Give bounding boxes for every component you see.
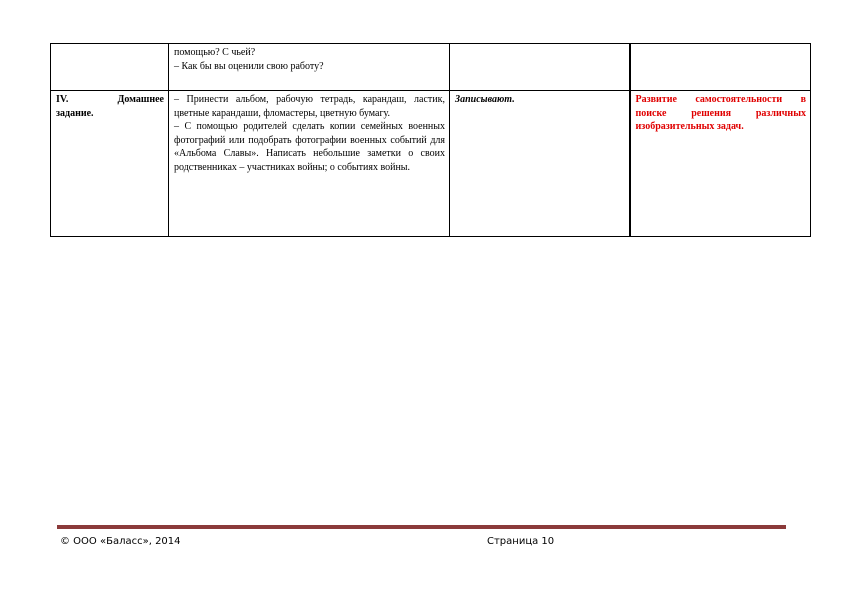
lesson-table: [50, 43, 811, 237]
activity-line: – Как бы вы оценили свою работу?: [174, 60, 324, 72]
table-row: [51, 91, 811, 237]
homework-paragraph: – Принести альбом, рабочую тетрадь, карандаш, ластик, цветные карандаши, фломастеры, цветную бумагу.: [174, 94, 445, 119]
footer-page-number: Страница 10: [487, 536, 555, 547]
teacher-activity-cell: [169, 44, 450, 91]
footer-copyright: © ООО «Баласс», 2014: [60, 536, 181, 547]
footer-divider: [57, 525, 786, 529]
goal-cell: [630, 91, 811, 237]
stage-title-line: IV. Домашнее: [56, 94, 164, 105]
goal-text: Развитие самостоятельности в поиске решения различных изобразительных задач.: [635, 94, 806, 132]
stage-title-line: задание.: [56, 107, 94, 119]
table-row: [51, 44, 811, 91]
teacher-activity-cell: [169, 91, 450, 237]
homework-paragraph: – С помощью родителей сделать копии семейных военных фотографий или подобрать фотографии военных событий для «Альбома Славы». Написать небольшие заметки о своих родственниках – участниках войны; о событиях войны.: [174, 121, 445, 173]
stage-title: [56, 93, 164, 120]
stage-cell: [51, 91, 169, 237]
goal-cell: [630, 44, 811, 91]
stage-cell: [51, 44, 169, 91]
activity-line: помощью? С чьей?: [174, 47, 256, 58]
student-activity-text: Записывают.: [455, 94, 515, 105]
student-activity-cell: [450, 44, 630, 91]
student-activity-cell: [450, 91, 630, 237]
